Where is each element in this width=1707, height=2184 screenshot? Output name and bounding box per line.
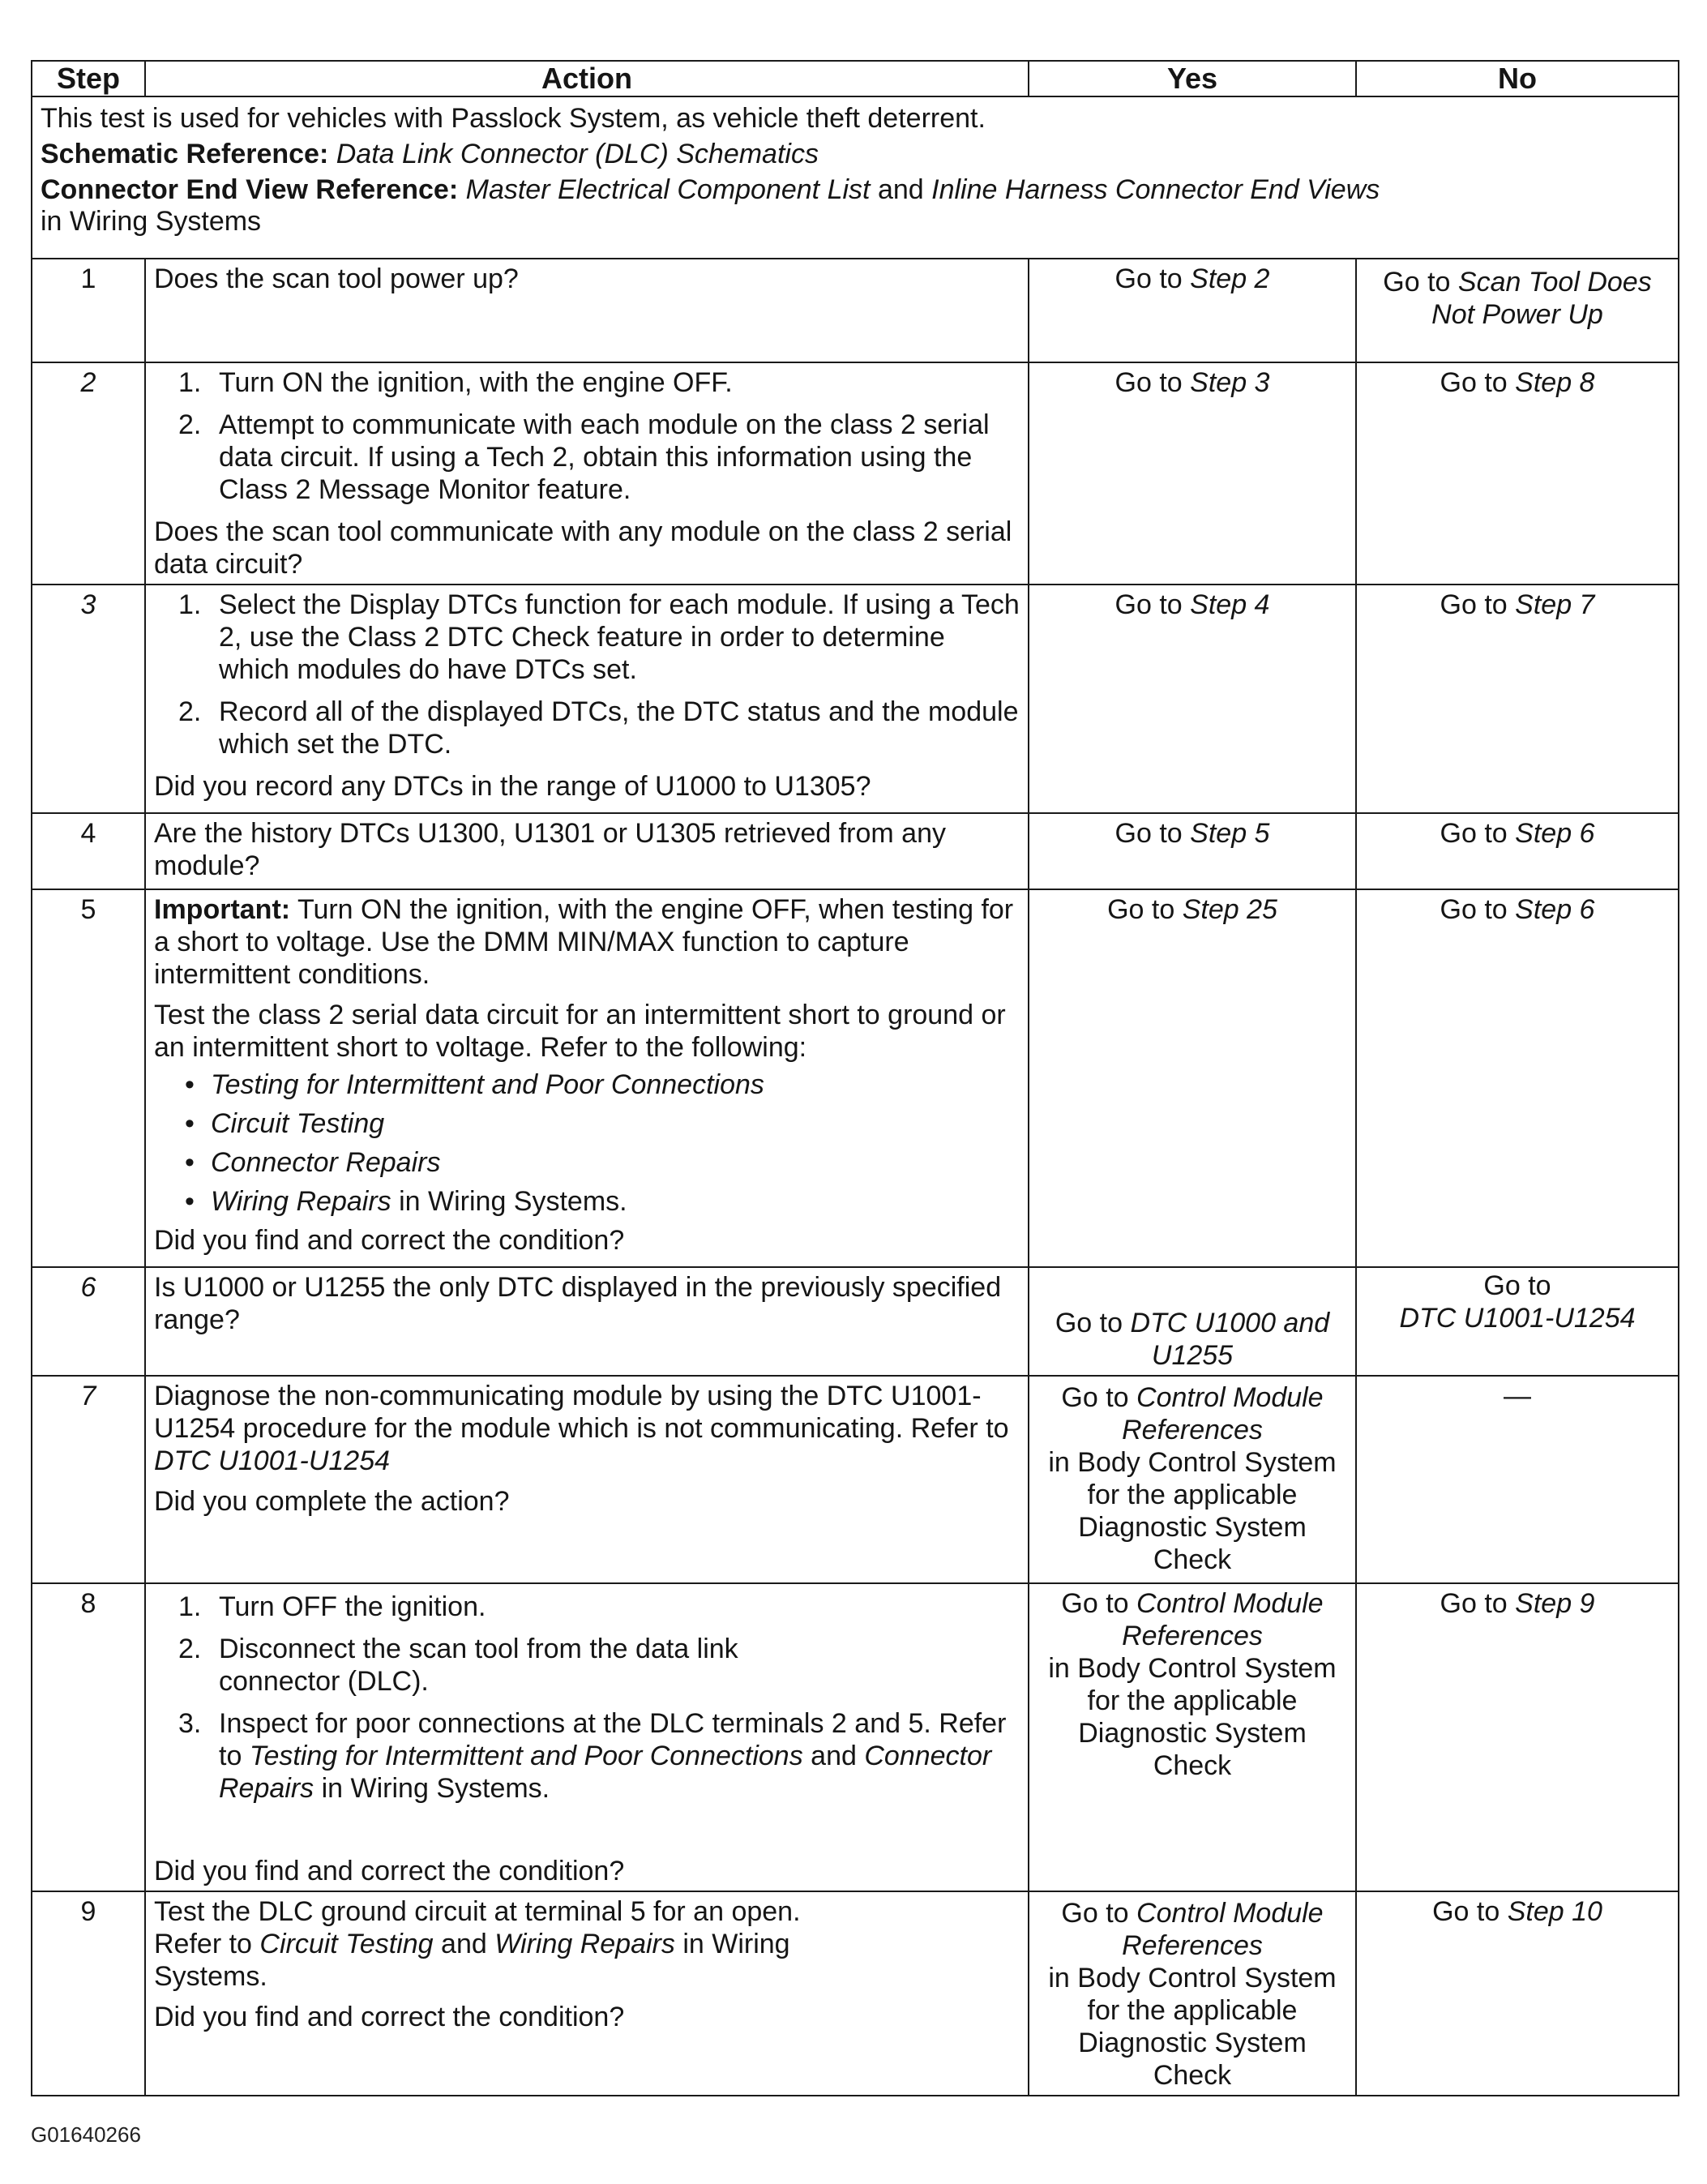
step-list (154, 589, 1020, 760)
step-number: 2 (32, 362, 145, 585)
action-cell (145, 1267, 1029, 1376)
schematic-reference (41, 136, 1670, 172)
no-cell: Go to Step 10 (1356, 1891, 1679, 2096)
no-link[interactable]: Step 6 (1515, 894, 1595, 925)
step-question: Does the scan tool power up? (154, 263, 519, 294)
no-link[interactable]: Step 7 (1515, 589, 1595, 620)
connector-link-1[interactable]: Master Electrical Component List (465, 174, 871, 205)
list-item (154, 1068, 1020, 1101)
action-cell (145, 585, 1029, 813)
step-number: 1 (32, 259, 145, 362)
reference-link[interactable]: Circuit Testing (211, 1108, 385, 1139)
intro-cell (32, 96, 1679, 259)
step-number: 4 (32, 813, 145, 889)
action-cell (145, 259, 1029, 362)
intro-description: This test is used for vehicles with Passlock System, as vehicle theft deterrent. (41, 103, 986, 134)
test-instruction: Test the class 2 serial data circuit for an intermittent short to ground or an intermittent short to voltage. Refer to the following: (154, 1000, 1006, 1063)
connector-tail: in Wiring Systems (41, 206, 262, 237)
diagnostic-table (31, 60, 1679, 2096)
figure-id: G01640266 (31, 2122, 141, 2147)
list-item: 1. Turn OFF the ignition. (178, 1591, 486, 1622)
no-cell: Go to Step 9 (1356, 1583, 1679, 1891)
connector-label: Connector End View Reference: (41, 174, 459, 205)
table-row (32, 1376, 1679, 1583)
connector-reference (41, 172, 1670, 208)
table-header-row (32, 61, 1679, 96)
yes-link[interactable]: DTC U1000 and U1255 (1130, 1308, 1330, 1371)
no-link[interactable]: Step 8 (1515, 367, 1595, 398)
no-cell: Go to Step 6 (1356, 889, 1679, 1267)
no-cell (1356, 1376, 1679, 1583)
no-link[interactable]: Step 9 (1515, 1588, 1595, 1619)
action-cell (145, 813, 1029, 889)
list-item: 1. Turn ON the ignition, with the engine OFF. (178, 367, 733, 398)
table-row (32, 1891, 1679, 2096)
step-question: Did you find and correct the condition? (154, 2002, 625, 2032)
yes-link[interactable]: Step 5 (1190, 818, 1270, 849)
yes-cell: Go to Control Module References in Body Control System for the applicable Diagnostic System Check (1029, 1376, 1356, 1583)
list-item: 3. Inspect for poor connections at the DLC terminals 2 and 5. Refer to Testing for Intermittent and Poor Connections and Connector Repairs in Wiring Systems. (178, 1708, 1007, 1804)
yes-cell: Go to Step 5 (1029, 813, 1356, 889)
list-item: 2. Disconnect the scan tool from the data link connector (DLC). (178, 1634, 738, 1697)
yes-link[interactable]: Step 2 (1190, 263, 1270, 294)
action-cell (145, 362, 1029, 585)
list-item: 2. Attempt to communicate with each module on the class 2 serial data circuit. If using a Tech 2, obtain this information using the Class 2 Message Monitor feature. (178, 409, 990, 505)
yes-cell: Go to Step 2 (1029, 259, 1356, 362)
instruction-link[interactable]: Circuit Testing (259, 1929, 434, 1959)
yes-link[interactable]: Control Module References (1122, 1898, 1324, 1961)
table-row (32, 813, 1679, 889)
yes-link[interactable]: Control Module References (1122, 1588, 1324, 1651)
yes-link[interactable]: Step 3 (1190, 367, 1270, 398)
action-cell (145, 1583, 1029, 1891)
step-number: 3 (32, 585, 145, 813)
step-list (154, 1591, 1020, 1805)
list-item: 1. Select the Display DTCs function for each module. If using a Tech 2, use the Class 2 DTC Check feature in order to determine which modules do have DTCs set. (178, 589, 1020, 685)
no-link[interactable]: Step 10 (1507, 1896, 1602, 1927)
reference-link[interactable]: Wiring Repairs (211, 1186, 391, 1217)
yes-link[interactable]: Step 4 (1190, 589, 1270, 620)
connector-link-2[interactable]: Inline Harness Connector End Views (931, 174, 1380, 205)
connector-and: and (877, 174, 924, 205)
intro-row (32, 96, 1679, 259)
step-question: Did you record any DTCs in the range of U1000 to U1305? (154, 771, 871, 802)
step-number: 6 (32, 1267, 145, 1376)
step-number: 5 (32, 889, 145, 1267)
action-cell (145, 1891, 1029, 2096)
table-row (32, 889, 1679, 1267)
yes-cell: Go to DTC U1000 and U1255 (1029, 1267, 1356, 1376)
header-yes: Yes (1029, 61, 1356, 96)
schematic-link[interactable]: Data Link Connector (DLC) Schematics (336, 139, 819, 169)
list-item (154, 1107, 1020, 1140)
table-row (32, 259, 1679, 362)
yes-link[interactable]: Step 25 (1182, 894, 1277, 925)
step-list (154, 366, 1020, 506)
header-step: Step (32, 61, 145, 96)
step-number: 8 (32, 1583, 145, 1891)
reference-link[interactable]: Testing for Intermittent and Poor Connections (211, 1069, 764, 1100)
no-link[interactable]: Step 6 (1515, 818, 1595, 849)
instruction-link[interactable]: Testing for Intermittent and Poor Connections (249, 1741, 803, 1771)
action-cell (145, 1376, 1029, 1583)
reference-list (154, 1068, 1020, 1218)
instruction-link[interactable]: Wiring Repairs (494, 1929, 675, 1959)
table-row (32, 1267, 1679, 1376)
table-row (32, 585, 1679, 813)
step-number: 9 (32, 1891, 145, 2096)
yes-cell: Go to Step 25 (1029, 889, 1356, 1267)
step-question: Did you find and correct the condition? (154, 1225, 625, 1256)
important-note: Important: Turn ON the ignition, with the engine OFF, when testing for a short to voltage. Use the DMM MIN/MAX function to capture intermittent conditions. (154, 894, 1014, 990)
yes-link[interactable]: Control Module References (1122, 1382, 1324, 1445)
step-question: Does the scan tool communicate with any module on the class 2 serial data circuit? (154, 516, 1012, 580)
table-row (32, 362, 1679, 585)
reference-link[interactable]: Connector Repairs (211, 1147, 441, 1178)
no-cell: Go to Step 7 (1356, 585, 1679, 813)
no-cell: Go to DTC U1001-U1254 (1356, 1267, 1679, 1376)
header-no: No (1356, 61, 1679, 96)
table-row (32, 1583, 1679, 1891)
no-cell: Go to Step 6 (1356, 813, 1679, 889)
instruction-link[interactable]: Connector Repairs (219, 1741, 992, 1804)
list-item: 2. Record all of the displayed DTCs, the DTC status and the module which set the DTC. (178, 696, 1019, 760)
step-question: Did you find and correct the condition? (154, 1856, 625, 1886)
yes-cell: Go to Step 3 (1029, 362, 1356, 585)
no-cell: Go to Step 8 (1356, 362, 1679, 585)
list-item: • Wiring Repairs in Wiring Systems. (154, 1185, 1020, 1218)
step-number: 7 (32, 1376, 145, 1583)
schematic-label: Schematic Reference: (41, 139, 329, 169)
header-action: Action (145, 61, 1029, 96)
yes-cell: Go to Control Module References in Body Control System for the applicable Diagnostic System Check (1029, 1891, 1356, 2096)
step-question: Did you complete the action? (154, 1486, 510, 1517)
no-dash: — (1504, 1381, 1531, 1411)
step-question: Is U1000 or U1255 the only DTC displayed in the previously specified range? (154, 1272, 1002, 1335)
yes-cell: Go to Step 4 (1029, 585, 1356, 813)
no-link[interactable]: Scan Tool Does Not Power Up (1431, 267, 1652, 330)
list-item (154, 1146, 1020, 1179)
step-question: Are the history DTCs U1300, U1301 or U1305 retrieved from any module? (154, 818, 947, 881)
action-cell (145, 889, 1029, 1267)
no-link[interactable]: DTC U1001-U1254 (1399, 1303, 1636, 1334)
step-instruction: Test the DLC ground circuit at terminal 5 for an open. Refer to Circuit Testing and Wiring Repairs in Wiring Systems. (154, 1896, 801, 1992)
no-cell: Go to Scan Tool Does Not Power Up (1356, 259, 1679, 362)
step-instruction: Diagnose the non-communicating module by using the DTC U1001-U1254 procedure for the module which is not communicating. Refer to DTC U1001-U1254 (154, 1381, 1009, 1476)
yes-cell: Go to Control Module References in Body Control System for the applicable Diagnostic System Check (1029, 1583, 1356, 1891)
instruction-link[interactable]: DTC U1001-U1254 (154, 1445, 391, 1476)
